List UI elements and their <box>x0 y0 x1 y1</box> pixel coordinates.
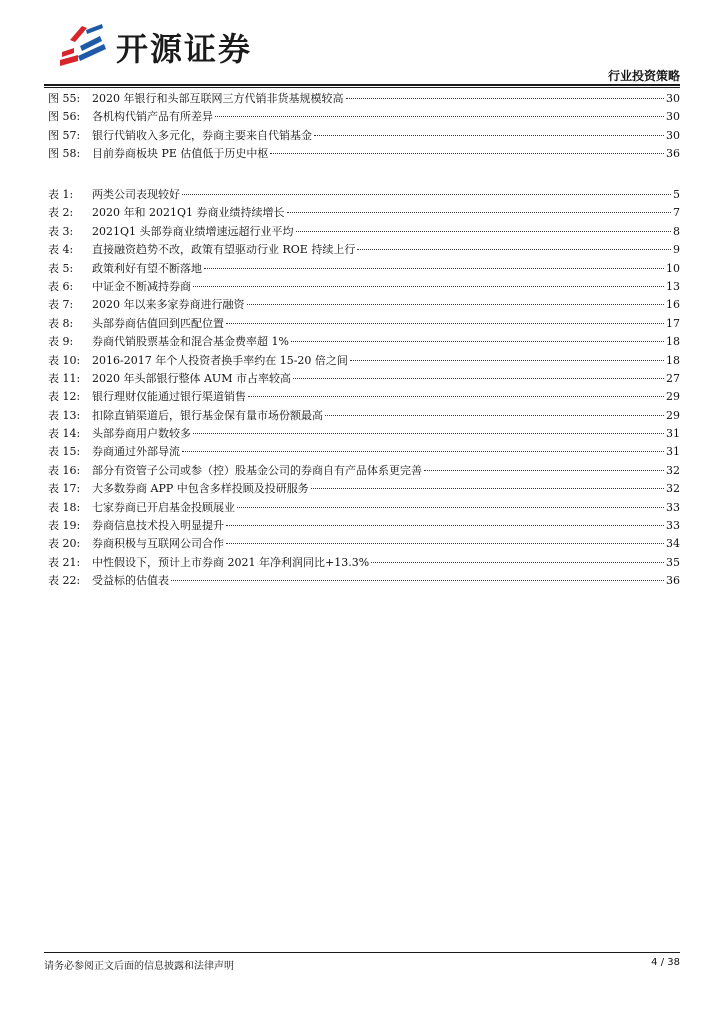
entry-number: 表 17: <box>48 482 81 496</box>
dot-leader <box>270 153 664 154</box>
entry-title: 券商通过外部导流 <box>92 445 180 459</box>
entry-page: 33 <box>666 500 680 514</box>
entry-page: 31 <box>666 445 680 459</box>
entry-page: 36 <box>666 574 680 588</box>
entry-page: 30 <box>666 128 680 142</box>
entry-page: 18 <box>666 353 680 367</box>
dot-leader <box>325 415 664 416</box>
table-entry[interactable] <box>48 223 680 241</box>
kaiyuan-logo-icon <box>56 22 108 66</box>
dot-leader <box>346 98 665 99</box>
entry-number: 图 57: <box>48 128 81 142</box>
table-entry[interactable] <box>48 443 680 461</box>
entry-title: 头部券商估值回到匹配位置 <box>92 316 224 330</box>
dot-leader <box>247 304 665 305</box>
entry-page: 35 <box>666 555 680 569</box>
dot-leader <box>215 116 664 117</box>
entry-page: 18 <box>666 335 680 349</box>
table-list <box>48 186 680 591</box>
entry-page: 30 <box>666 92 680 105</box>
table-entry[interactable] <box>48 480 680 498</box>
table-entry[interactable] <box>48 517 680 535</box>
dot-leader <box>357 249 671 250</box>
table-entry[interactable] <box>48 241 680 259</box>
brand-name: 开源证券 <box>116 30 253 68</box>
entry-title: 中证金不断减持券商 <box>92 279 191 293</box>
figure-entry[interactable] <box>48 90 680 108</box>
dot-leader <box>248 396 664 397</box>
entry-number: 表 16: <box>48 463 81 477</box>
entry-title: 银行代销收入多元化，券商主要来自代销基金 <box>92 128 312 142</box>
entry-title: 券商积极与互联网公司合作 <box>92 537 224 551</box>
dot-leader <box>182 451 664 452</box>
entry-number: 表 5: <box>48 261 74 275</box>
dot-leader <box>287 212 672 213</box>
entry-title: 受益标的估值表 <box>92 574 169 588</box>
table-entry[interactable] <box>48 352 680 370</box>
entry-number: 表 2: <box>48 206 74 220</box>
entry-number: 表 14: <box>48 427 81 441</box>
entry-number: 表 9: <box>48 335 74 349</box>
table-entry[interactable] <box>48 462 680 480</box>
entry-page: 29 <box>666 390 680 404</box>
page-number: 4 / 38 <box>651 957 680 968</box>
entry-title: 七家券商已开启基金投顾展业 <box>92 500 235 514</box>
entry-title: 头部券商用户数较多 <box>92 427 191 441</box>
dot-leader <box>293 378 664 379</box>
entry-number: 表 4: <box>48 243 74 257</box>
page-footer <box>44 952 680 972</box>
entry-number: 表 8: <box>48 316 74 330</box>
entry-page: 32 <box>666 482 680 496</box>
header-divider <box>44 84 680 86</box>
entry-page: 5 <box>673 188 680 201</box>
entry-number: 表 3: <box>48 224 74 238</box>
dot-leader <box>296 231 671 232</box>
entry-number: 图 55: <box>48 92 81 105</box>
entry-number: 图 58: <box>48 147 81 161</box>
entry-number: 表 13: <box>48 408 81 422</box>
entry-title: 2016-2017 年个人投资者换手率约在 15-20 倍之间 <box>92 353 348 367</box>
table-entry[interactable] <box>48 370 680 388</box>
entry-number: 表 20: <box>48 537 81 551</box>
entry-page: 33 <box>666 519 680 533</box>
entry-title: 2020 年以来多家券商进行融资 <box>92 298 245 312</box>
page-header <box>0 0 724 90</box>
entry-number: 表 19: <box>48 519 81 533</box>
entry-title: 2020 年银行和头部互联网三方代销非货基规模较高 <box>92 92 344 105</box>
entry-page: 8 <box>673 224 680 238</box>
entry-number: 表 1: <box>48 188 74 201</box>
entry-number: 表 18: <box>48 500 81 514</box>
entry-number: 表 22: <box>48 574 81 588</box>
entry-number: 表 6: <box>48 279 74 293</box>
entry-page: 32 <box>666 463 680 477</box>
entry-page: 27 <box>666 371 680 385</box>
entry-number: 表 21: <box>48 555 81 569</box>
table-entry[interactable] <box>48 407 680 425</box>
entry-title: 政策利好有望不断落地 <box>92 261 202 275</box>
entry-number: 图 56: <box>48 110 81 124</box>
disclaimer-text: 请务必参阅正文后面的信息披露和法律声明 <box>44 961 234 972</box>
dot-leader <box>226 323 664 324</box>
dot-leader <box>193 286 664 287</box>
table-entry[interactable] <box>48 499 680 517</box>
entry-title: 2020 年头部银行整体 AUM 市占率较高 <box>92 371 291 385</box>
dot-leader <box>226 543 664 544</box>
dot-leader <box>424 470 664 471</box>
table-entry[interactable] <box>48 333 680 351</box>
entry-title: 大多数券商 APP 中包含多样投顾及投研服务 <box>92 482 309 496</box>
entry-page: 34 <box>666 537 680 551</box>
entry-title: 券商信息技术投入明显提升 <box>92 519 224 533</box>
table-entry[interactable] <box>48 186 680 204</box>
entry-page: 36 <box>666 147 680 161</box>
entry-page: 29 <box>666 408 680 422</box>
entry-title: 两类公司表现较好 <box>92 188 180 201</box>
entry-page: 16 <box>666 298 680 312</box>
footer-divider <box>44 952 680 953</box>
table-entry[interactable] <box>48 425 680 443</box>
entry-page: 17 <box>666 316 680 330</box>
entry-title: 2021Q1 头部券商业绩增速远超行业平均 <box>92 224 294 238</box>
entry-page: 30 <box>666 110 680 124</box>
entry-title: 银行理财仅能通过银行渠道销售 <box>92 390 246 404</box>
table-entry[interactable] <box>48 388 680 406</box>
entry-page: 13 <box>666 279 680 293</box>
entry-number: 表 11: <box>48 371 81 385</box>
dot-leader <box>237 507 664 508</box>
entry-number: 表 15: <box>48 445 81 459</box>
dot-leader <box>193 433 664 434</box>
table-entry[interactable] <box>48 260 680 278</box>
entry-page: 31 <box>666 427 680 441</box>
entry-title: 2020 年和 2021Q1 券商业绩持续增长 <box>92 206 285 220</box>
figure-entry[interactable] <box>48 145 680 163</box>
table-entry[interactable] <box>48 554 680 572</box>
dot-leader <box>371 562 664 563</box>
header-divider-thin <box>44 87 680 88</box>
table-entry[interactable] <box>48 535 680 553</box>
entry-title: 券商代销股票基金和混合基金费率超 1% <box>92 335 289 349</box>
entry-title: 各机构代销产品有所差异 <box>92 110 213 124</box>
brand-logo <box>56 22 276 66</box>
document-category: 行业投资策略 <box>607 69 680 83</box>
table-entry[interactable] <box>48 278 680 296</box>
entry-title: 扣除直销渠道后，银行基金保有量市场份额最高 <box>92 408 323 422</box>
figure-entry[interactable] <box>48 127 680 145</box>
table-entry[interactable] <box>48 315 680 333</box>
dot-leader <box>350 360 664 361</box>
entry-page: 7 <box>673 206 680 220</box>
entry-title: 中性假设下，预计上市券商 2021 年净利润同比+13.3% <box>92 555 370 569</box>
dot-leader <box>226 525 664 526</box>
entry-number: 表 12: <box>48 390 81 404</box>
dot-leader <box>204 268 664 269</box>
dot-leader <box>182 194 671 195</box>
entry-title: 直接融资趋势不改，政策有望驱动行业 ROE 持续上行 <box>92 243 356 257</box>
figure-entry[interactable] <box>48 108 680 126</box>
figure-list <box>48 90 680 164</box>
table-entry[interactable] <box>48 296 680 314</box>
dot-leader <box>311 488 664 489</box>
table-entry[interactable] <box>48 572 680 590</box>
dot-leader <box>171 580 664 581</box>
dot-leader <box>314 135 664 136</box>
entry-title: 部分有资管子公司或参（控）股基金公司的券商自有产品体系更完善 <box>92 463 422 477</box>
entry-number: 表 7: <box>48 298 74 312</box>
table-entry[interactable] <box>48 204 680 222</box>
dot-leader <box>291 341 664 342</box>
entry-number: 表 10: <box>48 353 81 367</box>
entry-title: 目前券商板块 PE 估值低于历史中枢 <box>92 147 269 161</box>
entry-page: 9 <box>673 243 680 257</box>
entry-page: 10 <box>666 261 680 275</box>
